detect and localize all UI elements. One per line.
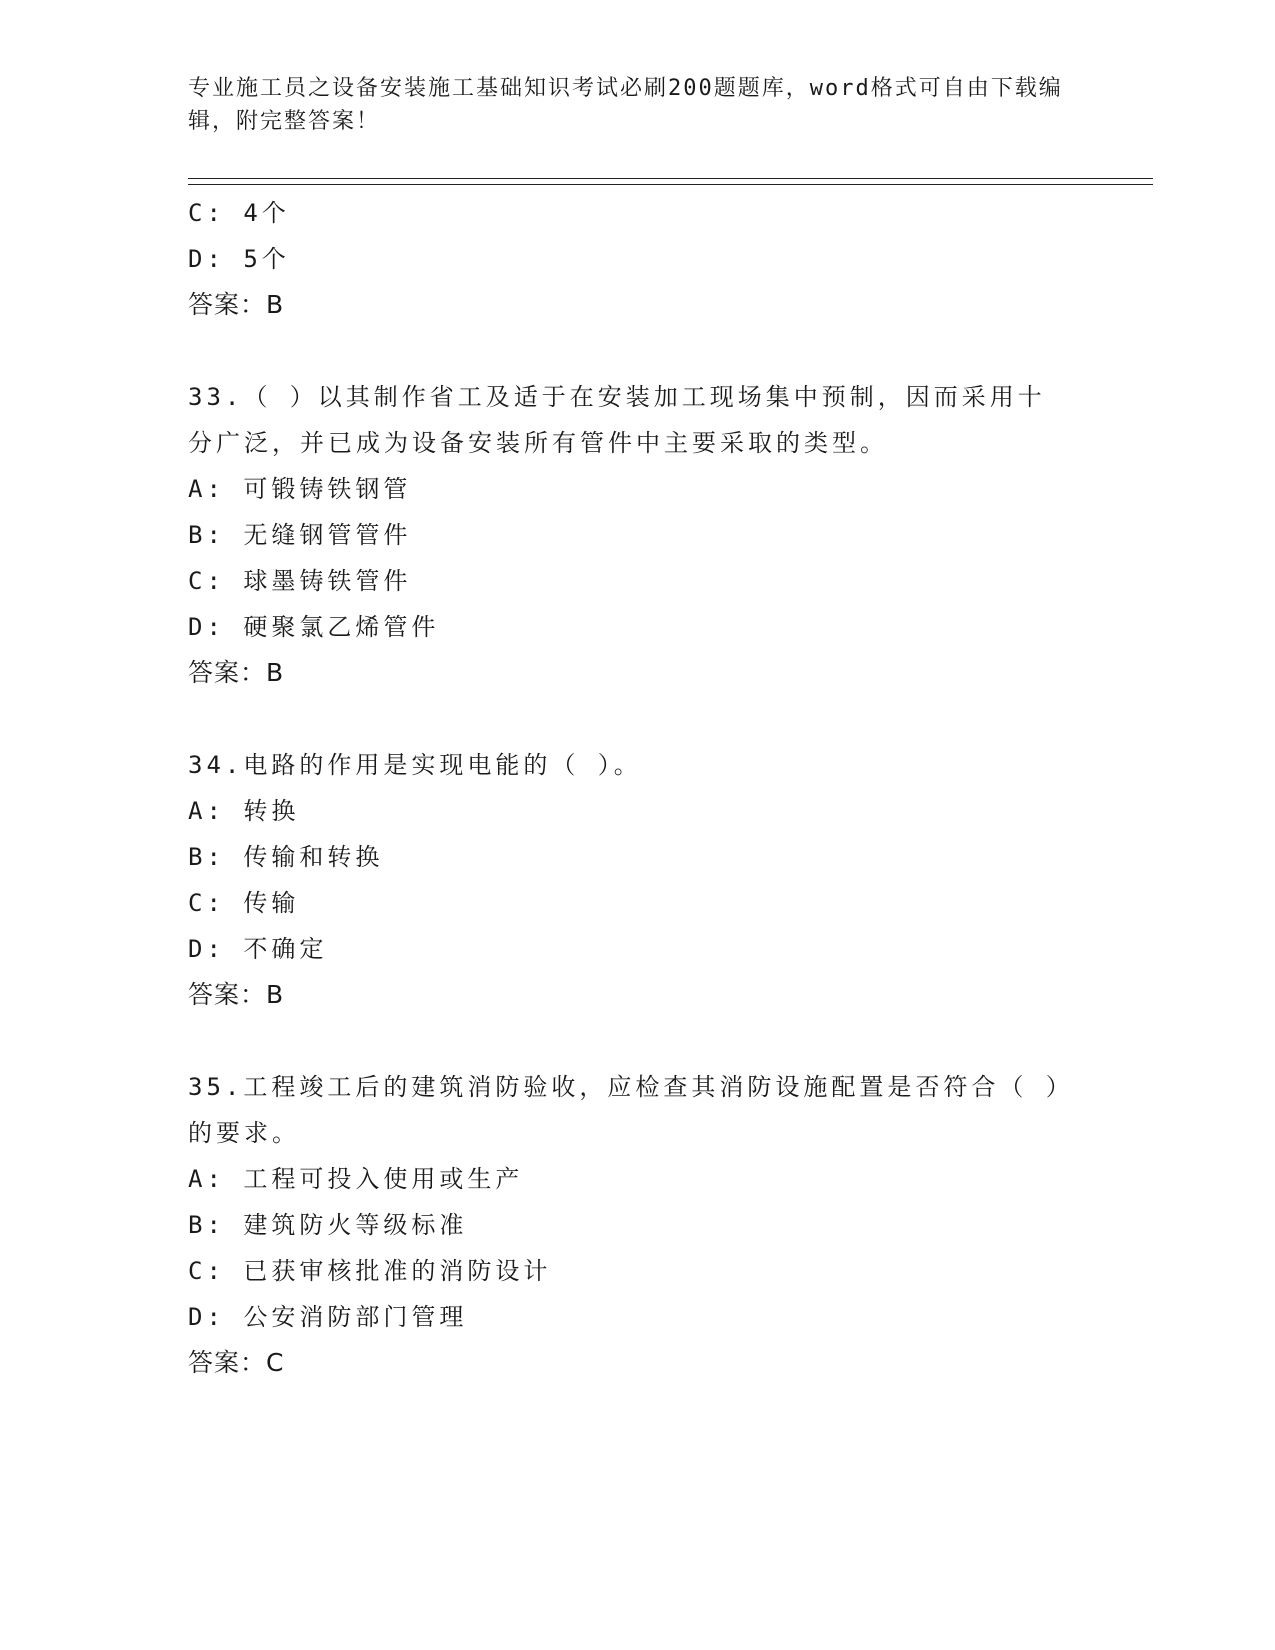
option-d: D: 不确定 bbox=[188, 935, 328, 963]
option-a: A: 可锻铸铁钢管 bbox=[188, 475, 412, 503]
question-35 bbox=[188, 1064, 1088, 1386]
option-b: B: 传输和转换 bbox=[188, 843, 384, 871]
page-header bbox=[188, 72, 1068, 138]
option-d: D: 硬聚氯乙烯管件 bbox=[188, 613, 440, 641]
option-c: C: 球墨铸铁管件 bbox=[188, 567, 412, 595]
document-title: 专业施工员之设备安装施工基础知识考试必刷200题题库，word格式可自由下载编辑，附完整答案！ bbox=[188, 76, 1063, 134]
option-d: D: 5个 bbox=[188, 245, 290, 273]
question-33 bbox=[188, 374, 1088, 696]
header-double-rule bbox=[188, 178, 1153, 185]
question-34 bbox=[188, 742, 1088, 1018]
answer-label: 答案：B bbox=[188, 980, 285, 1009]
option-a: A: 转换 bbox=[188, 797, 300, 825]
option-c: C: 4个 bbox=[188, 199, 290, 227]
option-b: B: 无缝钢管管件 bbox=[188, 521, 412, 549]
option-d: D: 公安消防部门管理 bbox=[188, 1303, 468, 1331]
option-b: B: 建筑防火等级标准 bbox=[188, 1211, 468, 1239]
answer-label: 答案：B bbox=[188, 290, 285, 319]
document-body bbox=[188, 190, 1088, 1386]
option-a: A: 工程可投入使用或生产 bbox=[188, 1165, 524, 1193]
question-text: 34.电路的作用是实现电能的（ ）。 bbox=[188, 751, 642, 779]
option-c: C: 已获审核批准的消防设计 bbox=[188, 1257, 552, 1285]
question-text: 33.（ ）以其制作省工及适于在安装加工现场集中预制，因而采用十分广泛，并已成为设备安装所有管件中主要采取的类型。 bbox=[188, 383, 1046, 457]
answer-label: 答案：B bbox=[188, 658, 285, 687]
option-c: C: 传输 bbox=[188, 889, 300, 917]
previous-question-tail bbox=[188, 190, 1088, 328]
question-text: 35.工程竣工后的建筑消防验收，应检查其消防设施配置是否符合（ ）的要求。 bbox=[188, 1073, 1062, 1147]
answer-label: 答案：C bbox=[188, 1348, 285, 1377]
